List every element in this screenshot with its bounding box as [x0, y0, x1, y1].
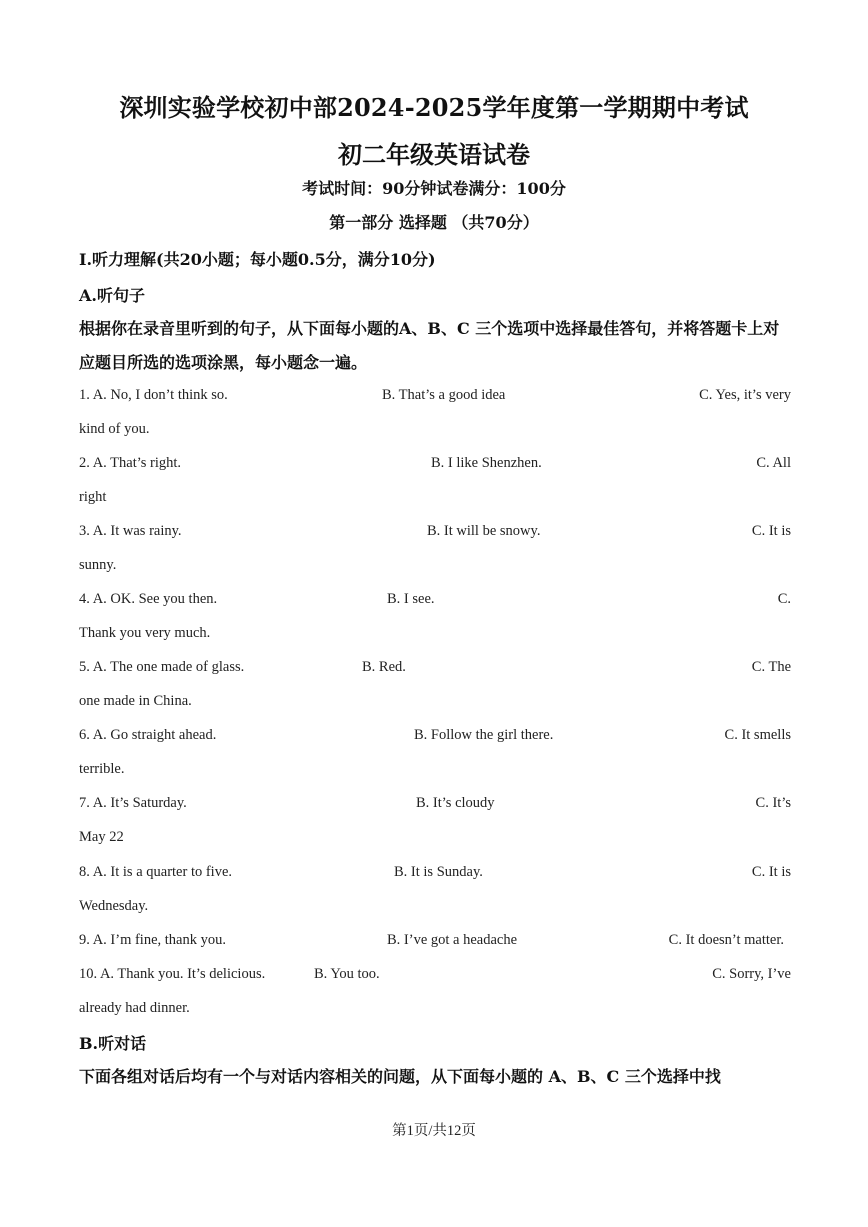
option-c: C.	[777, 591, 791, 607]
option-a: 10. A. Thank you. It’s delicious.	[79, 966, 266, 982]
part-a-instruction: 根据你在录音里听到的句子，从下面每小题的A、B、C 三个选项中选择最佳答句，并将答题卡上对应题目所选的选项涂黑，每小题念一遍。	[79, 319, 780, 372]
question-item	[79, 718, 791, 786]
part-a-heading: A.听句子	[79, 286, 145, 305]
option-b: B. That’s a good idea	[382, 387, 506, 403]
option-a: 3. A. It was rainy.	[79, 523, 182, 539]
section-heading: I.听力理解(共20小题；每小题0.5分，满分10分)	[79, 250, 436, 269]
option-c-continued: already had dinner.	[79, 1000, 190, 1016]
option-b: B. It’s cloudy	[416, 795, 495, 811]
part-b-instruction: 下面各组对话后均有一个与对话内容相关的问题，从下面每小题的 A、B、C 三个选择中找	[79, 1067, 721, 1086]
question-item	[79, 446, 791, 514]
option-c-continued: kind of you.	[79, 421, 150, 437]
option-b: B. I like Shenzhen.	[431, 455, 542, 471]
question-item	[79, 855, 791, 923]
part-heading: 第一部分 选择题 （共70分）	[329, 213, 539, 232]
option-c: C. It smells	[724, 727, 791, 743]
question-item	[79, 786, 791, 854]
option-a: 4. A. OK. See you then.	[79, 591, 218, 607]
option-a: 1. A. No, I don’t think so.	[79, 387, 228, 403]
option-c: C. It doesn’t matter.	[668, 932, 784, 948]
exam-title: 深圳实验学校初中部2024-2025学年度第一学期期中考试	[119, 93, 749, 122]
part-b-heading: B.听对话	[79, 1034, 147, 1053]
exam-subtitle: 初二年级英语试卷	[338, 140, 530, 169]
question-item	[79, 957, 791, 1025]
option-b: B. It will be snowy.	[427, 523, 541, 539]
option-c-continued: one made in China.	[79, 693, 192, 709]
option-c-continued: Thank you very much.	[79, 625, 211, 641]
question-item	[79, 378, 791, 446]
option-b: B. Follow the girl there.	[414, 727, 554, 743]
option-c-continued: Wednesday.	[79, 898, 149, 914]
option-a: 8. A. It is a quarter to five.	[79, 864, 233, 880]
option-c: C. It is	[751, 864, 791, 880]
option-b: B. You too.	[314, 966, 380, 982]
option-a: 5. A. The one made of glass.	[79, 659, 245, 675]
option-c: C. It is	[751, 523, 791, 539]
option-c-continued: terrible.	[79, 761, 125, 777]
question-item	[79, 514, 791, 582]
option-c: C. It’s	[755, 795, 791, 811]
question-item	[79, 650, 791, 718]
option-b: B. It is Sunday.	[394, 864, 483, 880]
option-c: C. Sorry, I’ve	[712, 966, 791, 982]
option-c-continued: right	[79, 489, 107, 505]
question-item	[79, 582, 791, 650]
option-a: 9. A. I’m fine, thank you.	[79, 932, 226, 948]
option-b: B. Red.	[362, 659, 406, 675]
option-c-continued: May 22	[79, 829, 124, 845]
option-c-continued: sunny.	[79, 557, 117, 573]
option-a: 7. A. It’s Saturday.	[79, 795, 187, 811]
option-b: B. I see.	[387, 591, 435, 607]
option-c: C. All	[756, 455, 791, 471]
page-number: 第1页/共12页	[392, 1123, 476, 1139]
exam-info: 考试时间：90分钟试卷满分：100分	[302, 179, 566, 198]
option-c: C. Yes, it’s very	[699, 387, 791, 403]
option-a: 6. A. Go straight ahead.	[79, 727, 217, 743]
option-b: B. I’ve got a headache	[387, 932, 518, 948]
option-a: 2. A. That’s right.	[79, 455, 182, 471]
option-c: C. The	[751, 659, 791, 675]
